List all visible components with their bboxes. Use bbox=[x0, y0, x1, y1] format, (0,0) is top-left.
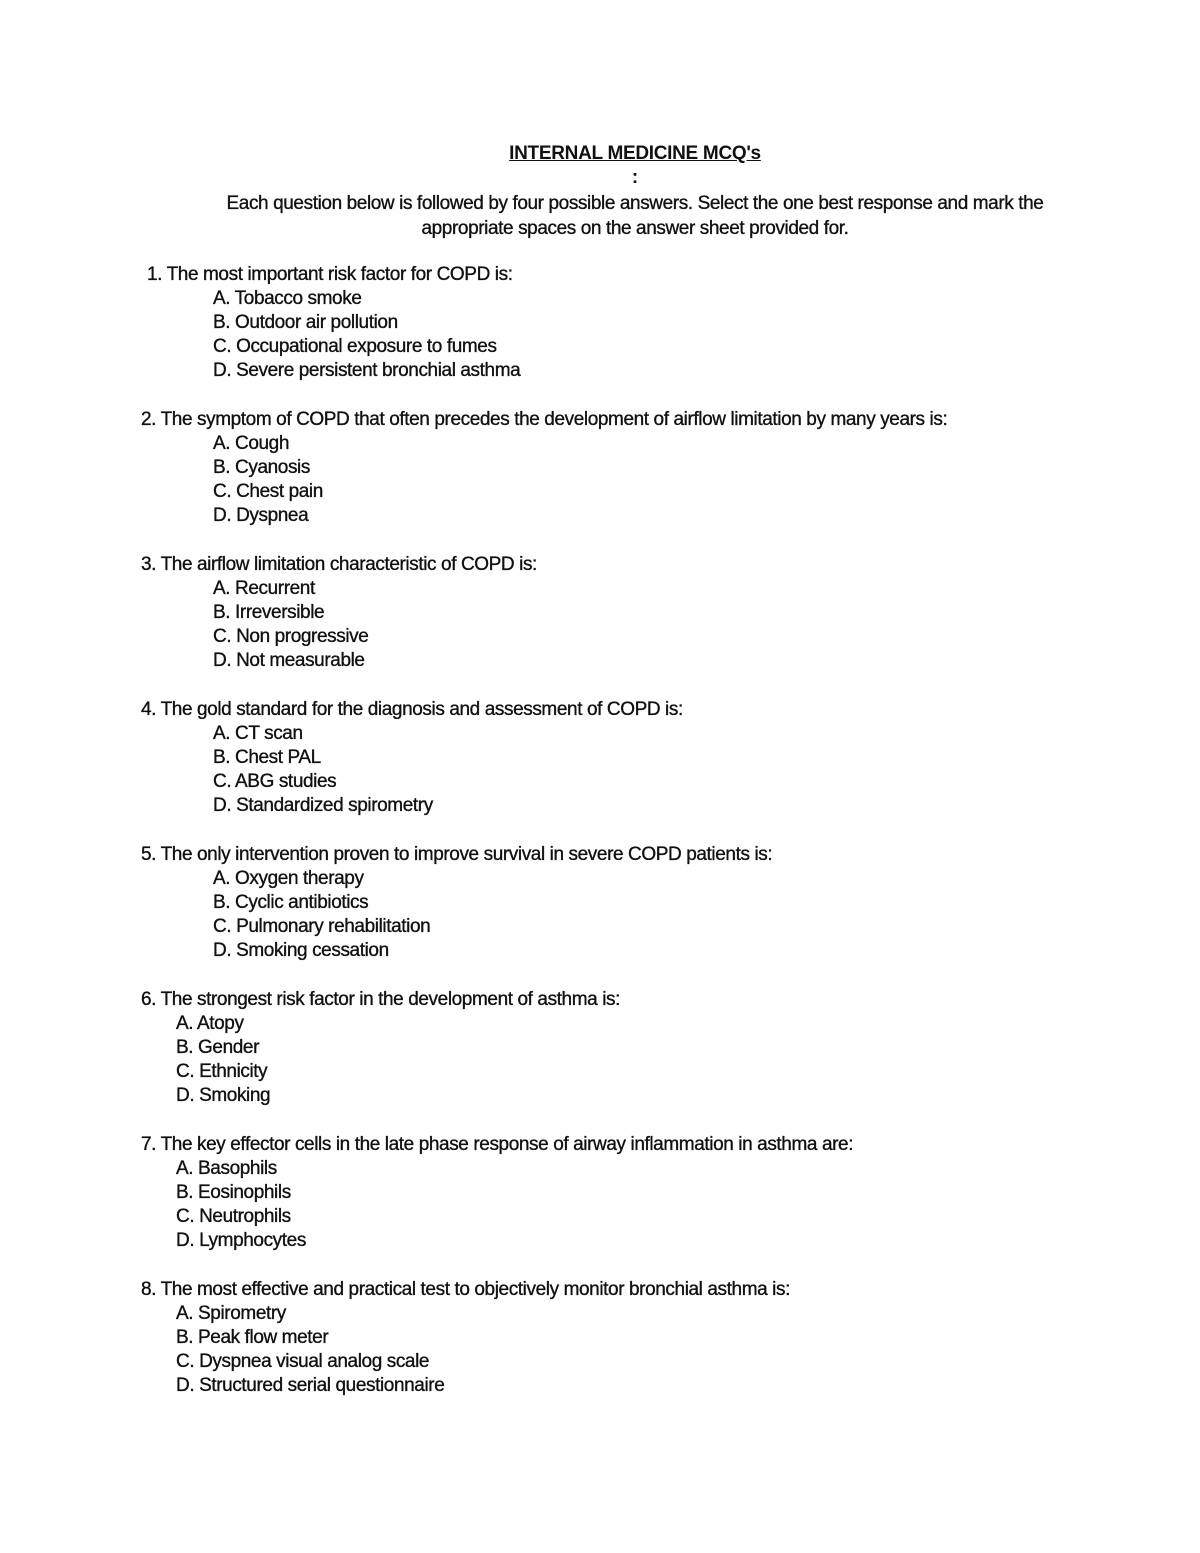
answer-option-b: B. Chest PAL bbox=[213, 747, 321, 768]
question-stem: 5. The only intervention proven to improve survival in severe COPD patients is: bbox=[141, 844, 773, 865]
answer-option-c: C. Pulmonary rehabilitation bbox=[213, 916, 431, 937]
answer-option-c: C. Dyspnea visual analog scale bbox=[176, 1351, 430, 1372]
answer-option-b: B. Peak flow meter bbox=[176, 1327, 329, 1348]
answer-option-c: C. Non progressive bbox=[213, 626, 369, 647]
answer-option-c: C. Occupational exposure to fumes bbox=[213, 336, 497, 357]
answer-option-d: D. Lymphocytes bbox=[176, 1230, 306, 1251]
answer-option-a: A. Oxygen therapy bbox=[213, 868, 364, 889]
answer-option-c: C. Neutrophils bbox=[176, 1206, 291, 1227]
instructions-text: Each question below is followed by four possible answers. Select the one best response and mark the appropriate spaces on the answer sheet provided for. bbox=[226, 193, 1044, 239]
question-stem: 6. The strongest risk factor in the development of asthma is: bbox=[141, 989, 620, 1010]
answer-option-d: D. Standardized spirometry bbox=[213, 795, 433, 816]
answer-option-b: B. Cyanosis bbox=[213, 457, 310, 478]
answer-option-b: B. Gender bbox=[176, 1037, 260, 1058]
answer-option-c: C. ABG studies bbox=[213, 771, 337, 792]
page-title: INTERNAL MEDICINE MCQ's bbox=[509, 143, 761, 164]
question-stem: 2. The symptom of COPD that often precedes the development of airflow limitation by many years is: bbox=[141, 409, 948, 430]
answer-option-c: C. Chest pain bbox=[213, 481, 323, 502]
answer-option-d: D. Not measurable bbox=[213, 650, 365, 671]
answer-option-a: A. Cough bbox=[213, 433, 290, 454]
answer-option-d: D. Smoking cessation bbox=[213, 940, 389, 961]
question-stem: 7. The key effector cells in the late phase response of airway inflammation in asthma are: bbox=[141, 1134, 854, 1155]
answer-option-d: D. Smoking bbox=[176, 1085, 271, 1106]
answer-option-b: B. Cyclic antibiotics bbox=[213, 892, 369, 913]
answer-option-b: B. Outdoor air pollution bbox=[213, 312, 398, 333]
title-colon: : bbox=[631, 167, 639, 188]
answer-option-c: C. Ethnicity bbox=[176, 1061, 268, 1082]
answer-option-a: A. Atopy bbox=[176, 1013, 244, 1034]
answer-option-a: A. Spirometry bbox=[176, 1303, 286, 1324]
answer-option-a: A. CT scan bbox=[213, 723, 303, 744]
answer-option-d: D. Severe persistent bronchial asthma bbox=[213, 360, 521, 381]
answer-option-d: D. Dyspnea bbox=[213, 505, 309, 526]
answer-option-a: A. Recurrent bbox=[213, 578, 315, 599]
answer-option-b: B. Eosinophils bbox=[176, 1182, 291, 1203]
question-stem: 8. The most effective and practical test to objectively monitor bronchial asthma is: bbox=[141, 1279, 790, 1300]
answer-option-a: A. Tobacco smoke bbox=[213, 288, 362, 309]
question-stem: 1. The most important risk factor for COPD is: bbox=[147, 264, 513, 285]
answer-option-a: A. Basophils bbox=[176, 1158, 277, 1179]
question-stem: 3. The airflow limitation characteristic of COPD is: bbox=[141, 554, 537, 575]
question-stem: 4. The gold standard for the diagnosis and assessment of COPD is: bbox=[141, 699, 683, 720]
answer-option-b: B. Irreversible bbox=[213, 602, 325, 623]
answer-option-d: D. Structured serial questionnaire bbox=[176, 1375, 445, 1396]
